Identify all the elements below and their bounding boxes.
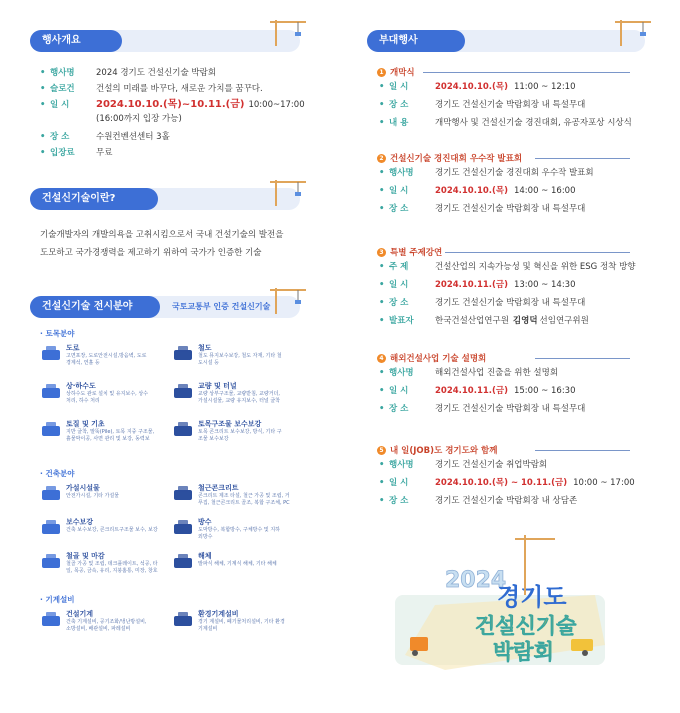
section-title-text: 특별 주제강연 [390,248,443,258]
overview-time: 10:00~17:00 [248,100,305,110]
field-title: 해체 [198,552,212,560]
side-row-label: 장 소 [389,204,409,214]
section-divider [535,358,630,359]
field-text [66,552,176,574]
section-number: 3 [377,248,386,257]
section-number: 1 [377,68,386,77]
field-title: 철골 및 마감 [66,552,105,560]
field-desc: 안전가시설, 기타 가설물 [66,493,120,499]
field-item [40,610,176,632]
side-row-value [435,202,585,216]
field-desc: 철골 가공 및 조립, 데크플레이트, 석공, 타 [66,561,158,567]
about-line-1: 기술개발자의 개발의욕을 고취시킴으로서 국내 건설기술의 발전을 [40,230,284,240]
section-divider [445,252,630,253]
overview-row [40,82,263,96]
civil-label: · 토목분야 [40,329,75,338]
side-row [379,402,585,416]
about-title: 건설신기술이란? [30,188,158,210]
side-row-date: 2024.10.11.(금) [435,386,508,396]
bullet-icon: • [379,262,385,272]
bullet-icon: • [40,84,46,94]
side-row-text: 경기도 건설신기술 취업박람회 [435,460,548,470]
crane-icon [268,284,308,316]
section-title-text: 내 일(JOB)도 경기도와 함께 [390,446,498,456]
field-item [40,484,176,502]
side-row-label: 일 시 [389,82,409,92]
side-section-title [377,444,497,456]
side-row-date: 2024.10.11.(금) [435,280,508,290]
overview-row [40,66,216,80]
field-item [172,420,308,442]
bullet-icon: • [379,82,385,92]
overview-label: 행사명 [50,68,75,78]
side-row-value [435,366,558,380]
field-item [172,484,308,506]
overview-value: 무료 [96,148,113,158]
side-row-label: 장 소 [389,496,409,506]
field-text [66,382,176,404]
field-desc: 도막방수, 복합방수, 구체방수 및 지하 [198,527,280,533]
overview-row [40,130,170,144]
field-icon [172,518,194,536]
field-text [66,420,176,442]
field-text [198,552,308,570]
field-item [172,344,308,366]
side-row [379,116,632,130]
field-desc: 콘크리트 제조 타설, 철근 가공 및 조립, 거 [198,493,290,499]
section-title-text: 건설신기술 경진대회 우수작 발표회 [390,154,523,164]
field-icon [40,344,62,362]
emblem-year: 2024 [445,568,507,593]
bullet-icon: • [379,280,385,290]
field-desc: 철도 뮤지보수보강, 철도 자재, 기타 철 [198,353,282,359]
side-row-date: 2024.10.10.(목) ~ 10.11.(금) [435,478,568,488]
side-row-value [435,476,635,490]
field-desc: 경계석, 연흘 등 [66,359,100,366]
overview-label: 일 시 [50,100,70,110]
overview-value [96,98,305,126]
field-text [198,610,308,632]
field-item [40,344,176,366]
overview-label: 입장료 [50,148,75,158]
side-row-text: 경기도 건설신기술 박람회장 내 상담존 [435,496,578,506]
side-row-value [435,458,547,472]
bullet-icon: • [379,100,385,110]
section-divider [423,72,630,73]
crane-icon [268,16,308,48]
field-desc: 일, 목공, 금속, 유리, 지붕홈통, 미장, 창호 [66,567,158,574]
about-line-2: 도모하고 국가경쟁력을 제고하기 위하여 국가가 인증한 기술 [40,248,262,258]
field-icon [172,484,194,502]
side-row-date: 2024.10.10.(목) [435,82,508,92]
side-row [379,166,594,180]
side-row [379,314,589,328]
section-number: 2 [377,154,386,163]
overview-row [40,146,112,160]
bullet-icon: • [379,496,385,506]
side-row-label: 장 소 [389,298,409,308]
side-row-value [435,494,577,508]
side-row [379,366,558,380]
field-item [40,552,176,574]
field-item [40,382,176,404]
field-desc: 교량 상부구조물, 교량받침, 교량거더, [198,391,280,397]
side-row-text: 경기도 건설신기술 박람회장 내 특설무대 [435,404,586,414]
side-row-text: 개막행사 및 건설신기술 경진대회, 유공자포상 시상식 [435,118,632,128]
field-item [172,518,308,540]
section-number: 5 [377,446,386,455]
arch-label: · 건축분야 [40,469,75,478]
side-row [379,184,576,198]
side-row-label: 장 소 [389,100,409,110]
section-divider [535,158,630,159]
overview-value: 수원컨벤션센터 3홀 [96,132,170,142]
crane-icon [268,176,308,208]
side-row-label: 일 시 [389,280,409,290]
field-desc: 기계설비 [198,625,218,632]
emblem-line3: 박람회 [493,640,554,664]
field-title: 토질 및 기초 [66,420,105,428]
field-icon [172,552,194,570]
field-title: 교량 및 터널 [198,382,237,390]
field-desc: 고면포장, 도로안전시설,방음벽, 도로 [66,353,147,359]
field-text [198,518,308,540]
side-row-value [435,296,585,310]
side-section-title [377,352,486,364]
mech-label: · 기계설비 [40,595,75,604]
side-row [379,476,635,490]
bullet-icon: • [379,460,385,470]
side-row-text: 경기도 건설신기술 경진대회 우수작 발표회 [435,168,594,178]
side-row-value [435,260,636,274]
field-icon [40,382,62,400]
bullet-icon: • [379,386,385,396]
field-desc: 흙물막이공, 사면 관리 및 보강, 동력보 [66,435,150,442]
field-icon [40,484,62,502]
field-title: 방수 [198,518,212,526]
side-row-value [435,384,576,398]
bullet-icon: • [40,132,46,142]
section-divider [535,450,630,451]
field-icon [172,420,194,438]
field-desc: 처리, 하수 처리 [66,397,100,404]
section-number: 4 [377,354,386,363]
side-row [379,384,576,398]
side-row-label: 행사명 [389,460,414,470]
crane-icon [613,16,653,48]
emblem-line2: 건설신기술 [475,614,577,638]
field-desc: 가설시설물, 교량 유지보수, 터널 굴착 [198,397,280,404]
field-title: 건설기계 [66,610,94,618]
bullet-icon: • [40,148,46,158]
overview-note: (16:00까지 입장 가능) [96,114,182,124]
field-item [172,552,308,570]
bullet-icon: • [40,68,46,78]
field-desc: 조물 보수보강 [198,435,229,442]
side-row-date: 2024.10.10.(목) [435,186,508,196]
bullet-icon: • [379,168,385,178]
field-desc: 경기 계설비, 폐기물처리설비, 기타 환경 [198,619,285,625]
field-text [198,382,308,404]
side-row-text: 경기도 건설신기술 박람회장 내 특설무대 [435,100,586,110]
side-row [379,98,585,112]
bullet-icon: • [379,368,385,378]
field-desc: 도시설 등 [198,359,219,366]
field-text [66,344,176,366]
side-row-label: 발표자 [389,316,414,326]
side-row-text: 해외건설사업 진출을 위한 설명회 [435,368,559,378]
bullet-icon: • [379,298,385,308]
field-item [40,420,176,442]
fields-tag: 국토교통부 인증 건설신기술 [172,302,271,311]
side-row-label: 내 용 [389,118,409,128]
bullet-icon: • [40,100,46,110]
field-desc: 건축 기계설비, 공기조화/냉난방설비, [66,619,147,625]
side-title: 부대행사 [367,30,465,52]
side-row-text: 한국건설산업연구원 [435,316,509,326]
field-desc: 발파식 해체, 기계식 해체, 기타 해체 [198,561,277,567]
field-text [198,344,308,366]
field-desc: 상하수도 관로 설치 및 유지보수, 상수 [66,391,148,397]
field-icon [40,518,62,536]
side-row-text: 15:00 ~ 16:30 [513,386,576,396]
field-icon [172,382,194,400]
side-row [379,202,585,216]
bullet-icon: • [379,186,385,196]
field-icon [40,552,62,570]
bullet-icon: • [379,204,385,214]
section-title-text: 해외건설사업 기술 설명회 [390,354,487,364]
side-row-text: 10:00 ~ 17:00 [573,478,635,488]
field-title: 가설시설물 [66,484,100,492]
side-row-label: 행사명 [389,368,414,378]
side-row-value [435,184,576,198]
side-row-value [435,278,576,292]
field-item [172,382,308,404]
side-row-value [435,98,585,112]
field-title: 철도 [198,344,212,352]
side-row-text: 11:00 ~ 12:10 [513,82,576,92]
overview-value: 2024 경기도 건설신기술 박람회 [96,68,217,78]
field-title: 토목구조물 보수보강 [198,420,262,428]
side-row-text: 14:00 ~ 16:00 [513,186,576,196]
field-desc: 외방수 [198,533,213,540]
field-title: 보수보강 [66,518,94,526]
field-icon [172,344,194,362]
field-item [172,610,308,632]
field-text [66,484,176,502]
field-text [198,420,308,442]
side-row-text: 건설산업의 지속가능성 및 혁신을 위한 ESG 정착 방향 [435,262,636,272]
side-row [379,260,636,274]
side-row [379,458,547,472]
side-row-text: 13:00 ~ 14:30 [513,280,576,290]
field-title: 환경기계설비 [198,610,239,618]
side-row-label: 일 시 [389,186,409,196]
side-row-label: 일 시 [389,478,409,488]
speaker-name: 김영덕 [512,316,538,326]
side-row [379,278,576,292]
field-desc: 지반 굴착, 말뚝(Pile), 토목 지중 구조물, [66,429,155,435]
bullet-icon: • [379,316,385,326]
fields-title: 건설신기술 전시분야 [30,296,160,318]
bullet-icon: • [379,478,385,488]
side-row [379,80,576,94]
side-row-text: 경기도 건설신기술 박람회장 내 특설무대 [435,298,586,308]
section-title-text: 개막식 [390,68,415,78]
field-desc: 토목 콘크리트 보수보강, 방식, 기타 구 [198,429,282,435]
field-title: 도로 [66,344,80,352]
overview-label: 슬로건 [50,84,75,94]
side-row-value [435,166,594,180]
side-row-value [435,402,585,416]
field-desc: 건축 보수보강, 콘크리트구조물 보수, 보강 [66,527,158,533]
side-row-value [435,116,632,130]
bullet-icon: • [379,404,385,414]
side-section-title [377,246,442,258]
field-title: 철근콘크리트 [198,484,239,492]
overview-value: 건설의 미래를 바꾸다, 새로운 가치를 꿈꾸다. [96,84,263,94]
field-title: 상·하수도 [66,382,96,390]
side-row [379,494,577,508]
side-section-title [377,66,415,78]
side-section-title [377,152,522,164]
side-row-value [435,314,589,328]
side-row [379,296,585,310]
side-row-label: 주 제 [389,262,409,272]
speaker-title: 선임연구위원 [539,316,589,326]
field-icon [172,610,194,628]
field-icon [40,420,62,438]
side-row-text: 경기도 건설신기술 박람회장 내 특설무대 [435,204,586,214]
side-row-label: 행사명 [389,168,414,178]
side-row-label: 장 소 [389,404,409,414]
expo-emblem [375,535,625,685]
overview-label: 장 소 [50,132,70,142]
field-item [40,518,176,536]
overview-date: 2024.10.10.(목)~10.11.(금) [96,99,245,110]
field-text [66,610,176,632]
emblem-line1: 경기도 [497,583,567,611]
overview-row [40,98,305,126]
field-icon [40,610,62,628]
field-desc: 소방설비, 배관설비, 파레설비 [66,625,131,632]
field-text [66,518,176,536]
side-row-label: 일 시 [389,386,409,396]
field-desc: 푸집, 철근콘크리트 골조, 복합 구조체, PC [198,499,290,506]
bullet-icon: • [379,118,385,128]
side-row-value [435,80,576,94]
overview-title: 행사개요 [30,30,122,52]
field-text [198,484,308,506]
